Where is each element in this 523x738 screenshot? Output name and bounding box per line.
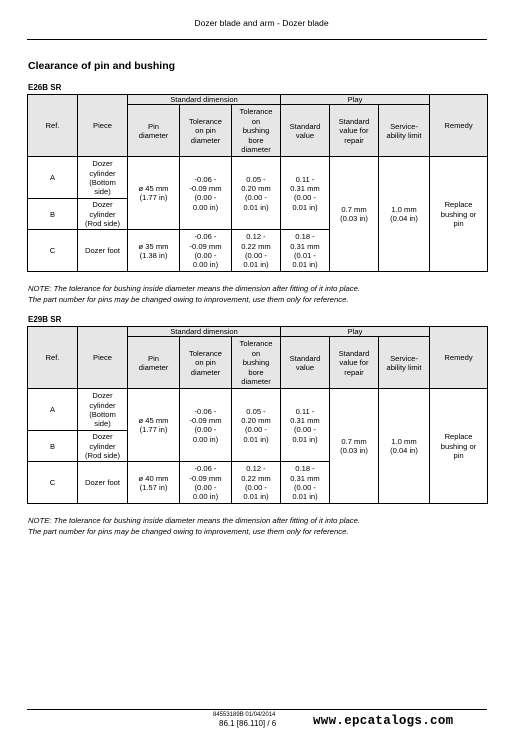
cell-standard-value: 0.18 - 0.31 mm (0.00 - 0.01 in) — [281, 462, 330, 504]
cell-tolerance-bushing: 0.12 - 0.22 mm (0.00 - 0.01 in) — [232, 230, 281, 272]
header-divider — [27, 39, 487, 40]
section-title: Clearance of pin and bushing — [28, 60, 176, 72]
cell-pin-diameter: ø 45 mm (1.77 in) — [128, 157, 180, 230]
table-row — [28, 157, 488, 199]
clearance-table — [27, 94, 488, 272]
table-note: NOTE: The tolerance for bushing inside diameter means the dimension after fitting of it into place. The part number for pins may be changed owing to improvement, use them only for reference. — [28, 284, 361, 304]
doc-reference: 84553189B 01/04/2014 — [213, 712, 276, 718]
cell-serviceability-limit: 1.0 mm (0.04 in) — [379, 389, 430, 504]
cell-standard-value: 0.18 - 0.31 mm (0.01 - 0.01 in) — [281, 230, 330, 272]
cell-pin-diameter: ø 45 mm (1.77 in) — [128, 389, 180, 462]
col-standard-repair-header: Standard value for repair — [330, 105, 379, 157]
cell-tolerance-pin: -0.06 - -0.09 mm (0.00 - 0.00 in) — [180, 462, 232, 504]
page-header-title: Dozer blade and arm - Dozer blade — [194, 18, 329, 28]
cell-tolerance-pin: -0.06 - -0.09 mm (0.00 - 0.00 in) — [180, 230, 232, 272]
group-play-header: Play — [281, 95, 430, 105]
model-label: E29B SR — [28, 315, 62, 324]
cell-ref: A — [28, 389, 78, 431]
cell-ref: A — [28, 157, 78, 199]
col-ref-header: Ref. — [28, 327, 78, 389]
watermark-text: www.epcatalogs.com — [313, 714, 454, 728]
col-pin-diameter-header: Pin diameter — [128, 105, 180, 157]
cell-standard-value: 0.11 - 0.31 mm (0.00 - 0.01 in) — [281, 157, 330, 230]
cell-tolerance-pin: -0.06 - -0.09 mm (0.00 - 0.00 in) — [180, 389, 232, 462]
col-piece-header: Piece — [78, 327, 128, 389]
cell-serviceability-limit: 1.0 mm (0.04 in) — [379, 157, 430, 272]
cell-remedy: Replace bushing or pin — [430, 389, 488, 504]
col-serviceability-header: Service- ability limit — [379, 105, 430, 157]
footer-divider — [27, 709, 487, 710]
col-standard-value-header: Standard value — [281, 337, 330, 389]
cell-tolerance-bushing: 0.05 - 0.20 mm (0.00 - 0.01 in) — [232, 389, 281, 462]
col-pin-diameter-header: Pin diameter — [128, 337, 180, 389]
cell-tolerance-bushing: 0.12 - 0.22 mm (0.00 - 0.01 in) — [232, 462, 281, 504]
col-serviceability-header: Service- ability limit — [379, 337, 430, 389]
cell-tolerance-bushing: 0.05 - 0.20 mm (0.00 - 0.01 in) — [232, 157, 281, 230]
group-standard-dimension-header: Standard dimension — [128, 327, 281, 337]
model-label: E26B SR — [28, 83, 62, 92]
group-standard-dimension-header: Standard dimension — [128, 95, 281, 105]
cell-ref: C — [28, 230, 78, 272]
cell-piece: Dozer cylinder (Rod side) — [78, 199, 128, 230]
cell-piece: Dozer cylinder (Bottom side) — [78, 389, 128, 431]
col-remedy-header: Remedy — [430, 327, 488, 389]
clearance-table — [27, 326, 488, 504]
cell-ref: B — [28, 431, 78, 462]
cell-ref: B — [28, 199, 78, 230]
cell-ref: C — [28, 462, 78, 504]
col-piece-header: Piece — [78, 95, 128, 157]
col-tolerance-pin-header: Tolerance on pin diameter — [180, 337, 232, 389]
page-number: 86.1 [86.110] / 6 — [219, 719, 277, 728]
col-standard-repair-header: Standard value for repair — [330, 337, 379, 389]
cell-piece: Dozer foot — [78, 462, 128, 504]
col-ref-header: Ref. — [28, 95, 78, 157]
cell-standard-repair: 0.7 mm (0.03 in) — [330, 389, 379, 504]
table-note: NOTE: The tolerance for bushing inside diameter means the dimension after fitting of it into place. The part number for pins may be changed owing to improvement, use them only for reference. — [28, 516, 361, 536]
cell-remedy: Replace bushing or pin — [430, 157, 488, 272]
cell-standard-repair: 0.7 mm (0.03 in) — [330, 157, 379, 272]
cell-tolerance-pin: -0.06 - -0.09 mm (0.00 - 0.00 in) — [180, 157, 232, 230]
cell-piece: Dozer foot — [78, 230, 128, 272]
col-tolerance-bushing-header: Tolerance on bushing bore diameter — [232, 105, 281, 157]
cell-piece: Dozer cylinder (Rod side) — [78, 431, 128, 462]
cell-standard-value: 0.11 - 0.31 mm (0.00 - 0.01 in) — [281, 389, 330, 462]
group-play-header: Play — [281, 327, 430, 337]
col-remedy-header: Remedy — [430, 95, 488, 157]
col-tolerance-pin-header: Tolerance on pin diameter — [180, 105, 232, 157]
cell-piece: Dozer cylinder (Bottom side) — [78, 157, 128, 199]
table-row — [28, 389, 488, 431]
col-standard-value-header: Standard value — [281, 105, 330, 157]
cell-pin-diameter: ø 40 mm (1.57 in) — [128, 462, 180, 504]
col-tolerance-bushing-header: Tolerance on bushing bore diameter — [232, 337, 281, 389]
cell-pin-diameter: ø 35 mm (1.38 in) — [128, 230, 180, 272]
